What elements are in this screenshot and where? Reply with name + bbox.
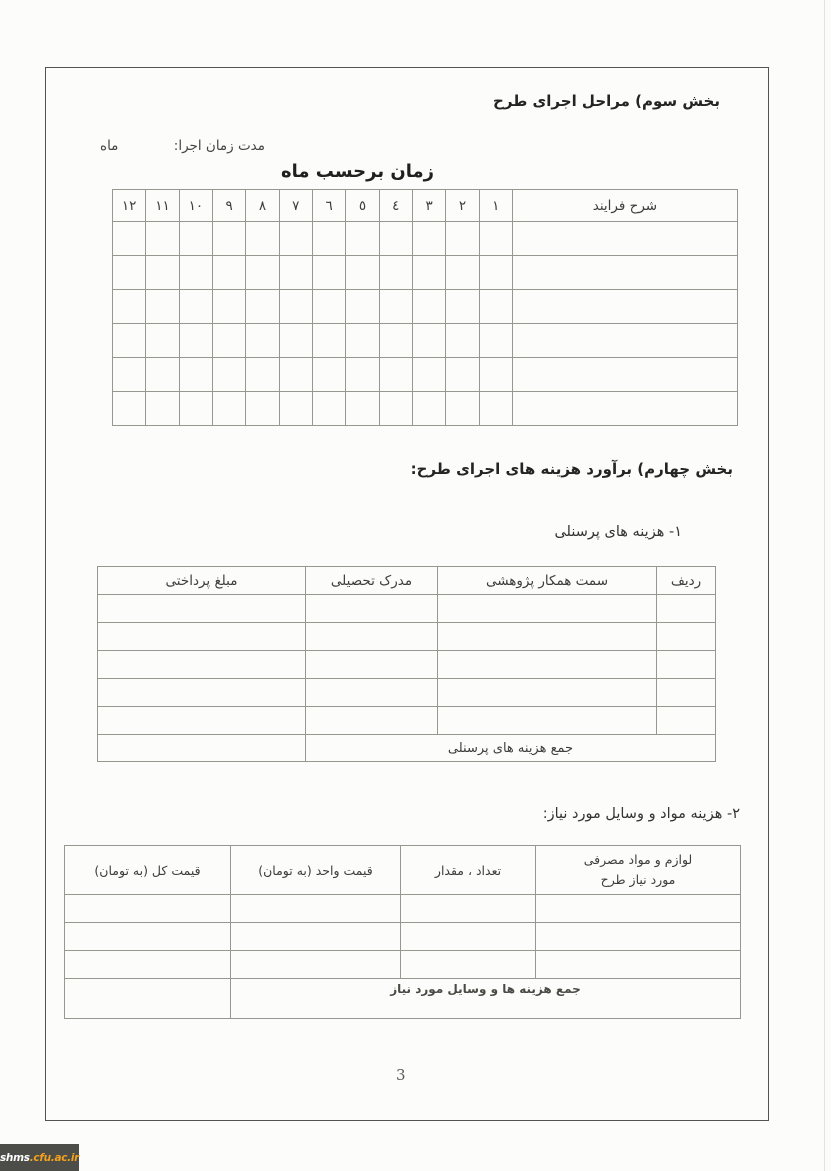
schedule-desc-header: شرح فرایند xyxy=(512,190,737,222)
empty-cell xyxy=(412,324,445,358)
empty-row xyxy=(113,290,738,324)
materials-header-total-price: قیمت کل (به تومان) xyxy=(65,846,231,895)
month-header-cell: ١ xyxy=(479,190,512,222)
empty-cell xyxy=(246,358,279,392)
month-header-cell: ٥ xyxy=(346,190,379,222)
empty-cell xyxy=(212,358,245,392)
empty-cell xyxy=(179,358,212,392)
empty-cell xyxy=(412,222,445,256)
empty-cell xyxy=(346,290,379,324)
empty-cell xyxy=(212,392,245,426)
materials-total-amount-cell xyxy=(65,979,231,1019)
empty-cell xyxy=(306,679,438,707)
empty-cell xyxy=(412,256,445,290)
empty-row xyxy=(113,324,738,358)
empty-cell xyxy=(438,595,657,623)
empty-cell xyxy=(657,623,716,651)
empty-cell xyxy=(113,256,146,290)
empty-cell xyxy=(346,358,379,392)
personnel-total-amount-cell xyxy=(98,735,306,762)
empty-cell xyxy=(279,392,312,426)
empty-cell xyxy=(536,923,741,951)
empty-cell xyxy=(231,895,401,923)
materials-header-row xyxy=(65,846,741,895)
empty-row xyxy=(98,651,716,679)
empty-row xyxy=(113,256,738,290)
month-header-cell: ٩ xyxy=(212,190,245,222)
empty-cell xyxy=(312,222,345,256)
empty-cell xyxy=(65,923,231,951)
empty-cell xyxy=(279,358,312,392)
duration-line xyxy=(100,138,265,154)
empty-cell xyxy=(379,324,412,358)
empty-cell xyxy=(412,290,445,324)
personnel-header-degree: مدرک تحصیلی xyxy=(306,567,438,595)
empty-cell xyxy=(306,623,438,651)
duration-unit: ماه xyxy=(100,138,119,154)
empty-row xyxy=(65,923,741,951)
empty-cell xyxy=(401,895,536,923)
empty-cell xyxy=(479,290,512,324)
empty-cell xyxy=(479,222,512,256)
empty-cell xyxy=(98,707,306,735)
empty-cell xyxy=(146,222,179,256)
empty-cell xyxy=(446,392,479,426)
empty-cell xyxy=(306,707,438,735)
empty-cell xyxy=(657,595,716,623)
empty-cell xyxy=(401,923,536,951)
empty-cell xyxy=(412,358,445,392)
empty-row xyxy=(98,679,716,707)
empty-cell xyxy=(512,392,737,426)
personnel-total-label: جمع هزینه های پرسنلی xyxy=(306,735,716,762)
month-header-cell: ١٠ xyxy=(179,190,212,222)
month-header-cell: ٦ xyxy=(312,190,345,222)
empty-cell xyxy=(401,951,536,979)
empty-cell xyxy=(246,324,279,358)
empty-cell xyxy=(146,290,179,324)
empty-cell xyxy=(657,707,716,735)
month-header-cell: ١١ xyxy=(146,190,179,222)
empty-cell xyxy=(246,256,279,290)
empty-cell xyxy=(113,222,146,256)
empty-row xyxy=(113,222,738,256)
empty-row xyxy=(65,951,741,979)
empty-cell xyxy=(312,358,345,392)
materials-total-row xyxy=(65,979,741,1019)
empty-cell xyxy=(231,951,401,979)
section4-title: بخش چهارم) برآورد هزینه های اجرای طرح: xyxy=(410,460,733,478)
empty-cell xyxy=(379,222,412,256)
empty-cell xyxy=(113,358,146,392)
materials-header-supplies xyxy=(536,846,741,895)
empty-cell xyxy=(657,679,716,707)
watermark-suffix: .cfu.ac.ir xyxy=(29,1151,80,1164)
empty-cell xyxy=(512,290,737,324)
empty-cell xyxy=(346,256,379,290)
empty-cell xyxy=(113,290,146,324)
empty-cell xyxy=(279,256,312,290)
empty-cell xyxy=(438,707,657,735)
materials-header-unit-price: قیمت واحد (به تومان) xyxy=(231,846,401,895)
empty-cell xyxy=(212,256,245,290)
empty-cell xyxy=(113,324,146,358)
empty-cell xyxy=(512,222,737,256)
personnel-header-position: سمت همکار پژوهشی xyxy=(438,567,657,595)
empty-cell xyxy=(212,324,245,358)
empty-cell xyxy=(346,324,379,358)
month-header-cell: ٣ xyxy=(412,190,445,222)
schedule-body xyxy=(113,222,738,426)
empty-cell xyxy=(479,358,512,392)
empty-cell xyxy=(312,324,345,358)
empty-cell xyxy=(438,679,657,707)
materials-heading: ۲- هزینه مواد و وسایل مورد نیاز: xyxy=(542,806,740,822)
materials-body xyxy=(65,895,741,979)
empty-cell xyxy=(379,358,412,392)
empty-cell xyxy=(446,222,479,256)
empty-cell xyxy=(312,290,345,324)
personnel-header-amount: مبلغ پرداختی xyxy=(98,567,306,595)
month-header-cell: ٢ xyxy=(446,190,479,222)
month-header-cell: ٨ xyxy=(246,190,279,222)
empty-cell xyxy=(279,324,312,358)
empty-cell xyxy=(179,392,212,426)
empty-cell xyxy=(306,595,438,623)
empty-row xyxy=(98,707,716,735)
empty-cell xyxy=(306,651,438,679)
personnel-heading: ۱- هزینه های پرسنلی xyxy=(554,524,682,540)
materials-header-quantity: تعداد ، مقدار xyxy=(401,846,536,895)
duration-label: مدت زمان اجرا: xyxy=(173,138,265,154)
empty-cell xyxy=(446,290,479,324)
empty-cell xyxy=(246,222,279,256)
empty-cell xyxy=(438,623,657,651)
empty-cell xyxy=(346,222,379,256)
empty-cell xyxy=(113,392,146,426)
personnel-body xyxy=(98,595,716,735)
empty-cell xyxy=(479,324,512,358)
empty-cell xyxy=(231,923,401,951)
empty-cell xyxy=(512,256,737,290)
empty-cell xyxy=(412,392,445,426)
personnel-header-row-number: ردیف xyxy=(657,567,716,595)
empty-cell xyxy=(536,951,741,979)
empty-cell xyxy=(98,679,306,707)
empty-cell xyxy=(512,358,737,392)
site-watermark xyxy=(0,1144,79,1171)
month-header-cell: ٧ xyxy=(279,190,312,222)
schedule-table xyxy=(112,189,738,426)
materials-header-supplies-line2: مورد نیاز طرح xyxy=(600,872,676,887)
page-number: 3 xyxy=(396,1066,406,1084)
empty-cell xyxy=(279,222,312,256)
empty-cell xyxy=(246,392,279,426)
empty-cell xyxy=(279,290,312,324)
empty-row xyxy=(65,895,741,923)
empty-cell xyxy=(65,951,231,979)
empty-cell xyxy=(146,324,179,358)
empty-cell xyxy=(146,358,179,392)
empty-cell xyxy=(65,895,231,923)
empty-cell xyxy=(479,256,512,290)
empty-cell xyxy=(98,651,306,679)
personnel-total-row xyxy=(98,735,716,762)
empty-cell xyxy=(379,290,412,324)
empty-cell xyxy=(212,222,245,256)
empty-cell xyxy=(212,290,245,324)
empty-cell xyxy=(179,256,212,290)
empty-cell xyxy=(98,623,306,651)
empty-row xyxy=(98,595,716,623)
materials-table xyxy=(64,845,741,1019)
personnel-header-row xyxy=(98,567,716,595)
empty-row xyxy=(113,358,738,392)
scanner-edge-artifact xyxy=(824,0,825,1171)
empty-cell xyxy=(312,256,345,290)
empty-cell xyxy=(536,895,741,923)
empty-cell xyxy=(179,222,212,256)
empty-cell xyxy=(146,392,179,426)
empty-cell xyxy=(479,392,512,426)
empty-cell xyxy=(438,651,657,679)
schedule-title: زمان برحسب ماه xyxy=(281,161,434,182)
empty-cell xyxy=(446,324,479,358)
empty-cell xyxy=(179,324,212,358)
empty-cell xyxy=(446,256,479,290)
empty-cell xyxy=(512,324,737,358)
empty-cell xyxy=(346,392,379,426)
empty-cell xyxy=(179,290,212,324)
materials-header-supplies-line1: لوازم و مواد مصرفی xyxy=(583,852,693,867)
empty-cell xyxy=(657,651,716,679)
empty-cell xyxy=(98,595,306,623)
empty-cell xyxy=(446,358,479,392)
personnel-table xyxy=(97,566,716,762)
empty-cell xyxy=(379,256,412,290)
empty-cell xyxy=(312,392,345,426)
empty-row xyxy=(113,392,738,426)
month-header-cell: ١٢ xyxy=(113,190,146,222)
materials-total-label: جمع هزینه ها و وسایل مورد نیاز xyxy=(231,979,741,1019)
schedule-header-row xyxy=(113,190,738,222)
empty-row xyxy=(98,623,716,651)
empty-cell xyxy=(246,290,279,324)
empty-cell xyxy=(146,256,179,290)
month-header-cell: ٤ xyxy=(379,190,412,222)
watermark-prefix: shms xyxy=(0,1151,30,1164)
empty-cell xyxy=(379,392,412,426)
section3-title: بخش سوم) مراحل اجرای طرح xyxy=(493,92,720,110)
